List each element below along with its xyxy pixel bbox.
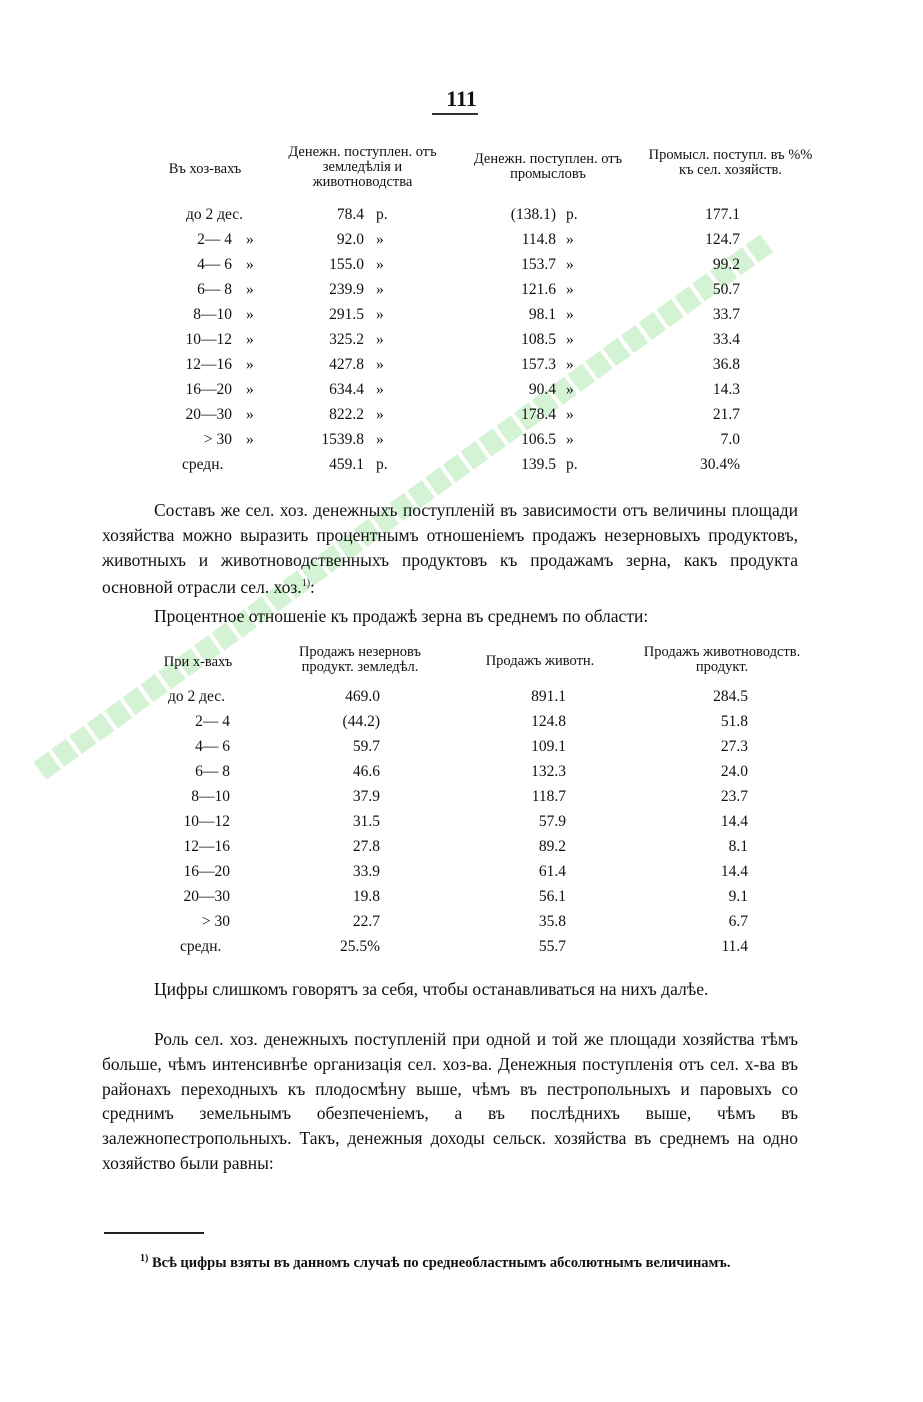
agri-income: 634.4 xyxy=(329,381,364,398)
table-row xyxy=(0,281,923,305)
table1-header-craft-income: Денежн. поступлен. отъ промысловъ xyxy=(473,151,623,182)
paragraph1-end: : xyxy=(310,577,315,598)
nongrain-sales: (44.2) xyxy=(342,713,380,730)
table-row xyxy=(0,688,923,712)
agri-unit: » xyxy=(376,431,384,448)
farm-size: до 2 дес. xyxy=(186,206,244,223)
nongrain-sales: 19.8 xyxy=(352,888,380,905)
footnote-ref: 1) xyxy=(301,578,311,590)
craft-percent: 50.7 xyxy=(712,281,740,298)
craft-unit: р. xyxy=(566,456,578,473)
animal-product-sales: 14.4 xyxy=(720,863,748,880)
size-mark: » xyxy=(246,431,254,448)
farm-size: 8—10 xyxy=(191,788,230,805)
table2-header-farm-size: При х-вахъ xyxy=(163,654,233,670)
table-row xyxy=(0,331,923,355)
craft-income: 139.5 xyxy=(521,456,556,473)
paragraph-percent-ratio xyxy=(102,604,798,629)
nongrain-sales: 33.9 xyxy=(352,863,380,880)
craft-percent: 33.7 xyxy=(712,306,740,323)
animal-product-sales: 11.4 xyxy=(721,938,748,955)
agri-unit: » xyxy=(376,356,384,373)
paragraph-role xyxy=(102,1027,798,1176)
craft-income: 153.7 xyxy=(521,256,556,273)
animal-product-sales: 8.1 xyxy=(728,838,748,855)
animal-sales: 89.2 xyxy=(538,838,566,855)
farm-size: 2— 4 xyxy=(197,231,232,248)
farm-size: 2— 4 xyxy=(195,713,230,730)
farm-size: > 30 xyxy=(201,913,230,930)
craft-unit: » xyxy=(566,381,574,398)
craft-percent: 124.7 xyxy=(705,231,740,248)
agri-unit: р. xyxy=(376,206,388,223)
farm-size: 4— 6 xyxy=(197,256,232,273)
craft-unit: » xyxy=(566,331,574,348)
table-row xyxy=(0,788,923,812)
craft-unit: р. xyxy=(566,206,578,223)
agri-unit: » xyxy=(376,331,384,348)
footnote-rule xyxy=(104,1232,204,1234)
farm-size: 12—16 xyxy=(183,838,230,855)
farm-size: 20—30 xyxy=(185,406,232,423)
craft-percent: 7.0 xyxy=(720,431,740,448)
craft-income: 121.6 xyxy=(521,281,556,298)
size-mark: » xyxy=(246,331,254,348)
craft-income: 98.1 xyxy=(528,306,556,323)
animal-sales: 891.1 xyxy=(531,688,566,705)
craft-percent: 36.8 xyxy=(712,356,740,373)
nongrain-sales: 46.6 xyxy=(352,763,380,780)
animal-product-sales: 6.7 xyxy=(728,913,748,930)
agri-unit: » xyxy=(376,256,384,273)
table-row xyxy=(0,406,923,430)
footnote-mark: 1) xyxy=(140,1253,149,1264)
agri-unit: р. xyxy=(376,456,388,473)
paragraph2-text: Процентное отношеніе къ продажѣ зерна въ среднемъ по области: xyxy=(154,606,649,626)
craft-percent: 21.7 xyxy=(712,406,740,423)
animal-sales: 35.8 xyxy=(538,913,566,930)
paragraph1-text: Составъ же сел. хоз. денежныхъ поступленій въ зависимости отъ величины площади хозяйства можно выразить процентнымъ отношеніемъ продажъ незерновыхъ продуктовъ, животныхъ и животноводственныхъ продуктовъ къ продажамъ зерна, какъ продукта основной отрасли сел. хоз. xyxy=(102,500,798,598)
paragraph4-text: Роль сел. хоз. денежныхъ поступленій при одной и той же площади хозяйства тѣмъ больше, чѣмъ интенсивнѣе организація сел. хоз-ва. Денежныя поступленія отъ сел. х-ва въ районахъ переходныхъ къ плодосмѣну выше, чѣмъ въ пестропольныхъ и паровыхъ со среднимъ земельнымъ обезпеченіемъ, а въ послѣднихъ выше, чѣмъ въ залежнопестропольныхъ. Такъ, денежныя доходы сельск. хозяйства въ среднемъ на одно хозяйство были равны: xyxy=(102,1029,798,1173)
footnote xyxy=(102,1248,798,1274)
craft-income: 108.5 xyxy=(521,331,556,348)
agri-income: 459.1 xyxy=(329,456,364,473)
table-row xyxy=(0,863,923,887)
craft-unit: » xyxy=(566,256,574,273)
agri-unit: » xyxy=(376,406,384,423)
table-row xyxy=(0,456,923,480)
size-mark: » xyxy=(246,306,254,323)
animal-product-sales: 27.3 xyxy=(720,738,748,755)
table2-header-nongrain: Продажъ незерновъ продукт. земледѣл. xyxy=(298,644,422,675)
table-row xyxy=(0,738,923,762)
animal-sales: 56.1 xyxy=(538,888,566,905)
table1-header-agri-income: Денежн. поступлен. отъ земледѣлія и животноводства xyxy=(288,144,437,190)
animal-sales: 55.7 xyxy=(538,938,566,955)
animal-product-sales: 23.7 xyxy=(720,788,748,805)
agri-income: 822.2 xyxy=(329,406,364,423)
size-mark: » xyxy=(246,381,254,398)
table2-header-products: Продажъ животноводств. продукт. xyxy=(643,644,801,675)
nongrain-sales: 59.7 xyxy=(352,738,380,755)
paragraph-composition xyxy=(102,498,798,600)
paragraph-figures xyxy=(102,977,798,1002)
size-mark: » xyxy=(246,406,254,423)
farm-size: 4— 6 xyxy=(195,738,230,755)
animal-product-sales: 9.1 xyxy=(728,888,748,905)
table-row xyxy=(0,206,923,230)
nongrain-sales: 37.9 xyxy=(352,788,380,805)
farm-size: средн. xyxy=(180,938,222,955)
size-mark: » xyxy=(246,256,254,273)
animal-product-sales: 51.8 xyxy=(720,713,748,730)
agri-income: 325.2 xyxy=(329,331,364,348)
agri-unit: » xyxy=(376,281,384,298)
farm-size: > 30 xyxy=(203,431,232,448)
craft-unit: » xyxy=(566,306,574,323)
table-row xyxy=(0,813,923,837)
footnote-text: Всѣ цифры взяты въ данномъ случаѣ по среднеобластнымъ абсолютнымъ величинамъ. xyxy=(151,1254,731,1271)
table-row xyxy=(0,838,923,862)
table-row xyxy=(0,356,923,380)
table-row xyxy=(0,763,923,787)
animal-sales: 57.9 xyxy=(538,813,566,830)
craft-percent: 177.1 xyxy=(705,206,740,223)
table-row xyxy=(0,256,923,280)
craft-income: 90.4 xyxy=(528,381,556,398)
craft-income: 157.3 xyxy=(521,356,556,373)
table1-header-farm-size: Въ хоз-вахъ xyxy=(168,161,242,177)
farm-size: 12—16 xyxy=(185,356,232,373)
craft-unit: » xyxy=(566,356,574,373)
table-row xyxy=(0,938,923,962)
agri-income: 78.4 xyxy=(336,206,364,223)
craft-income: (138.1) xyxy=(510,206,556,223)
agri-income: 427.8 xyxy=(329,356,364,373)
table-row xyxy=(0,231,923,255)
craft-percent: 30.4% xyxy=(699,456,740,473)
animal-sales: 132.3 xyxy=(531,763,566,780)
agri-income: 155.0 xyxy=(329,256,364,273)
paragraph3-text: Цифры слишкомъ говорятъ за себя, чтобы останавливаться на нихъ далѣе. xyxy=(154,979,709,999)
table-row xyxy=(0,913,923,937)
agri-income: 291.5 xyxy=(329,306,364,323)
agri-unit: » xyxy=(376,231,384,248)
craft-percent: 33.4 xyxy=(712,331,740,348)
animal-sales: 124.8 xyxy=(531,713,566,730)
table2-header-animals: Продажъ животн. xyxy=(485,653,595,669)
animal-product-sales: 284.5 xyxy=(713,688,748,705)
animal-sales: 61.4 xyxy=(538,863,566,880)
farm-size: до 2 дес. xyxy=(168,688,226,705)
farm-size: 6— 8 xyxy=(197,281,232,298)
farm-size: 10—12 xyxy=(185,331,232,348)
table-row xyxy=(0,431,923,455)
craft-unit: » xyxy=(566,431,574,448)
table-row xyxy=(0,306,923,330)
agri-unit: » xyxy=(376,381,384,398)
table-row xyxy=(0,381,923,405)
nongrain-sales: 31.5 xyxy=(352,813,380,830)
craft-unit: » xyxy=(566,406,574,423)
farm-size: 16—20 xyxy=(183,863,230,880)
nongrain-sales: 22.7 xyxy=(352,913,380,930)
craft-unit: » xyxy=(566,281,574,298)
craft-income: 106.5 xyxy=(521,431,556,448)
farm-size: 8—10 xyxy=(193,306,232,323)
animal-product-sales: 24.0 xyxy=(720,763,748,780)
nongrain-sales: 27.8 xyxy=(352,838,380,855)
craft-income: 178.4 xyxy=(521,406,556,423)
craft-percent: 99.2 xyxy=(712,256,740,273)
farm-size: 10—12 xyxy=(183,813,230,830)
craft-percent: 14.3 xyxy=(712,381,740,398)
size-mark: » xyxy=(246,231,254,248)
nongrain-sales: 25.5% xyxy=(339,938,380,955)
table1-header-craft-percent: Промысл. поступл. въ %% къ сел. хозяйств. xyxy=(648,147,813,178)
farm-size: 20—30 xyxy=(183,888,230,905)
agri-income: 1539.8 xyxy=(321,431,364,448)
table-row xyxy=(0,888,923,912)
agri-income: 92.0 xyxy=(336,231,364,248)
page-number: 111 xyxy=(446,86,477,111)
animal-sales: 109.1 xyxy=(531,738,566,755)
craft-unit: » xyxy=(566,231,574,248)
size-mark: » xyxy=(246,281,254,298)
size-mark: » xyxy=(246,356,254,373)
animal-product-sales: 14.4 xyxy=(720,813,748,830)
farm-size: 16—20 xyxy=(185,381,232,398)
farm-size: 6— 8 xyxy=(195,763,230,780)
agri-unit: » xyxy=(376,306,384,323)
agri-income: 239.9 xyxy=(329,281,364,298)
page-number-rule xyxy=(432,113,478,115)
farm-size: средн. xyxy=(182,456,224,473)
craft-income: 114.8 xyxy=(521,231,556,248)
animal-sales: 118.7 xyxy=(531,788,566,805)
nongrain-sales: 469.0 xyxy=(345,688,380,705)
table-row xyxy=(0,713,923,737)
